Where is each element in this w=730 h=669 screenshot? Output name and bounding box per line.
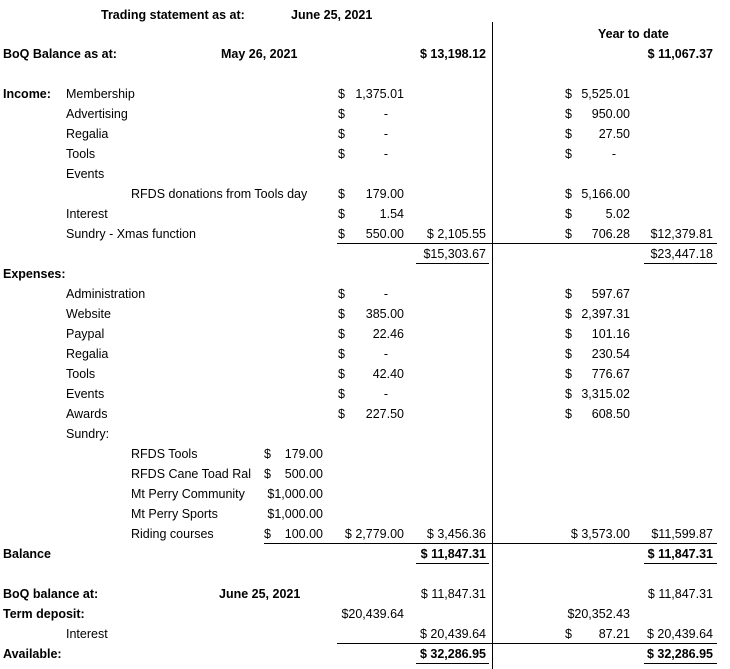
period-amount: 550.00	[365, 227, 404, 241]
ytd-amount: 101.16	[591, 327, 630, 341]
ytd-amount: -	[611, 147, 616, 161]
dollar-sign: $	[264, 467, 271, 481]
row-label: Interest	[66, 207, 108, 221]
statement-date: June 25, 2021	[291, 8, 373, 22]
income-ytd-subtotal-underline	[644, 263, 717, 264]
period-amount: -	[383, 127, 388, 141]
period-amount: -	[383, 107, 388, 121]
period-amount: -	[383, 387, 388, 401]
ytd-dollar-sign: $	[565, 187, 572, 201]
income-label: Income:	[3, 87, 51, 101]
balance-ytd-underline	[644, 563, 717, 564]
available-ytd-underline	[644, 663, 717, 664]
ytd-amount: 3,315.02	[581, 387, 630, 401]
row-label: Advertising	[66, 107, 128, 121]
boq-open-period: $ 13,198.12	[419, 47, 486, 61]
income-ytd-subtotal: $23,447.18	[650, 247, 713, 261]
ytd-dollar-sign: $	[565, 287, 572, 301]
boq-close-ytd: $ 11,847.31	[647, 587, 713, 601]
row-label: Website	[66, 307, 111, 321]
dollar-sign: $	[338, 307, 345, 321]
balance-underline	[416, 563, 489, 564]
boq-open-date: May 26, 2021	[221, 47, 298, 61]
ytd-sundry: $ 3,573.00	[570, 527, 630, 541]
ytd-dollar-sign: $	[565, 207, 572, 221]
dollar-sign: $	[338, 207, 345, 221]
term-interest-label: Interest	[66, 627, 108, 641]
balance-ytd: $ 11,847.31	[647, 547, 713, 561]
ytd-dollar-sign: $	[565, 407, 572, 421]
term-deposit-ytd-amount: $20,352.43	[567, 607, 630, 621]
boq-close-label: BoQ balance at:	[3, 587, 99, 601]
expenses-total-rule	[264, 543, 717, 544]
period-amount: -	[383, 287, 388, 301]
row-label: Sundry - Xmas function	[66, 227, 196, 241]
balance-label: Balance	[3, 547, 51, 561]
period-amount: 1.54	[379, 207, 404, 221]
row-label: Events	[66, 387, 105, 401]
ytd-amount: 230.54	[591, 347, 630, 361]
row-label: Regalia	[66, 127, 109, 141]
ytd-amount: 706.28	[591, 227, 630, 241]
ytd-dollar-sign: $	[565, 327, 572, 341]
statement-title: Trading statement as at:	[101, 8, 245, 22]
ytd-amount: 597.67	[591, 287, 630, 301]
expense-sundry-label: Sundry:	[66, 427, 110, 441]
dollar-sign: $	[338, 347, 345, 361]
sundry-item-amount: 100.00	[284, 527, 323, 541]
row-label: Membership	[66, 87, 135, 101]
ytd-header: Year to date	[598, 27, 669, 41]
sundry-item-label: Riding courses	[131, 527, 214, 541]
available-underline	[416, 663, 489, 664]
period-amount: 42.40	[372, 367, 404, 381]
boq-open-ytd: $ 11,067.37	[647, 47, 713, 61]
dollar-sign: $	[338, 287, 345, 301]
ytd-dollar-sign: $	[565, 87, 572, 101]
expenses-label: Expenses:	[3, 267, 66, 281]
row-label: Tools	[66, 367, 96, 381]
boq-close-period: $ 11,847.31	[420, 587, 486, 601]
boq-open-label: BoQ Balance as at:	[3, 47, 117, 61]
dollar-sign: $	[338, 367, 345, 381]
available-rule	[337, 643, 717, 644]
sundry-item-amount: $1,000.00	[267, 487, 323, 501]
period-amount: 179.00	[365, 187, 404, 201]
row-label: Administration	[66, 287, 146, 301]
ytd-amount: 27.50	[598, 127, 630, 141]
dollar-sign: $	[338, 187, 345, 201]
ytd-dollar-sign: $	[565, 307, 572, 321]
expenses-total: $ 3,456.36	[426, 527, 486, 541]
term-deposit-label: Term deposit:	[3, 607, 85, 621]
period-total: $ 2,105.55	[426, 227, 486, 241]
sundry-item-label: RFDS Cane Toad Ral	[131, 467, 251, 481]
ytd-dollar-sign: $	[565, 227, 572, 241]
ytd-dollar-sign: $	[565, 387, 572, 401]
sundry-item-amount: $1,000.00	[267, 507, 323, 521]
ytd-amount: 776.67	[591, 367, 630, 381]
sundry-total: $ 2,779.00	[344, 527, 404, 541]
period-amount: 227.50	[365, 407, 404, 421]
income-events-label: Events	[66, 167, 105, 181]
ytd-amount: 608.50	[591, 407, 630, 421]
row-label: Paypal	[66, 327, 105, 341]
term-interest-total: $ 20,439.64	[419, 627, 486, 641]
dollar-sign: $	[338, 147, 345, 161]
row-label: Awards	[66, 407, 108, 421]
dollar-sign: $	[338, 387, 345, 401]
boq-close-date: June 25, 2021	[219, 587, 301, 601]
column-divider	[492, 22, 493, 669]
ytd-amount: 5,525.01	[581, 87, 630, 101]
term-ytd-interest-total: $ 20,439.64	[646, 627, 713, 641]
term-ytd-interest: 87.21	[598, 627, 630, 641]
income-subtotal: $15,303.67	[423, 247, 486, 261]
available-period: $ 32,286.95	[419, 647, 486, 661]
available-ytd: $ 32,286.95	[646, 647, 713, 661]
period-amount: -	[383, 347, 388, 361]
sundry-item-label: RFDS Tools	[131, 447, 198, 461]
period-amount: -	[383, 147, 388, 161]
dollar-sign: $	[338, 407, 345, 421]
income-subtotal-rule	[337, 243, 717, 244]
sundry-item-label: Mt Perry Community	[131, 487, 245, 501]
ytd-amount: 5.02	[605, 207, 630, 221]
available-label: Available:	[3, 647, 62, 661]
dollar-sign: $	[338, 227, 345, 241]
sundry-item-label: Mt Perry Sports	[131, 507, 218, 521]
ytd-dollar-sign: $	[565, 347, 572, 361]
sundry-item-amount: 179.00	[284, 447, 323, 461]
ytd-dollar-sign: $	[565, 627, 572, 641]
row-label: Regalia	[66, 347, 109, 361]
term-deposit-amount: $20,439.64	[341, 607, 404, 621]
period-amount: 22.46	[372, 327, 404, 341]
balance-period: $ 11,847.31	[420, 547, 486, 561]
dollar-sign: $	[264, 527, 271, 541]
period-amount: 385.00	[365, 307, 404, 321]
dollar-sign: $	[338, 107, 345, 121]
ytd-dollar-sign: $	[565, 367, 572, 381]
income-subtotal-underline	[416, 263, 489, 264]
dollar-sign: $	[338, 87, 345, 101]
ytd-dollar-sign: $	[565, 147, 572, 161]
period-amount: 1,375.01	[355, 87, 404, 101]
sundry-item-amount: 500.00	[284, 467, 323, 481]
ytd-expenses-total: $11,599.87	[651, 527, 713, 541]
ytd-total: $12,379.81	[650, 227, 713, 241]
dollar-sign: $	[264, 447, 271, 461]
ytd-amount: 5,166.00	[581, 187, 630, 201]
dollar-sign: $	[338, 327, 345, 341]
ytd-amount: 2,397.31	[581, 307, 630, 321]
ytd-dollar-sign: $	[565, 107, 572, 121]
ytd-amount: 950.00	[591, 107, 630, 121]
row-label: RFDS donations from Tools day	[131, 187, 308, 201]
row-label: Tools	[66, 147, 96, 161]
ytd-dollar-sign: $	[565, 127, 572, 141]
dollar-sign: $	[338, 127, 345, 141]
